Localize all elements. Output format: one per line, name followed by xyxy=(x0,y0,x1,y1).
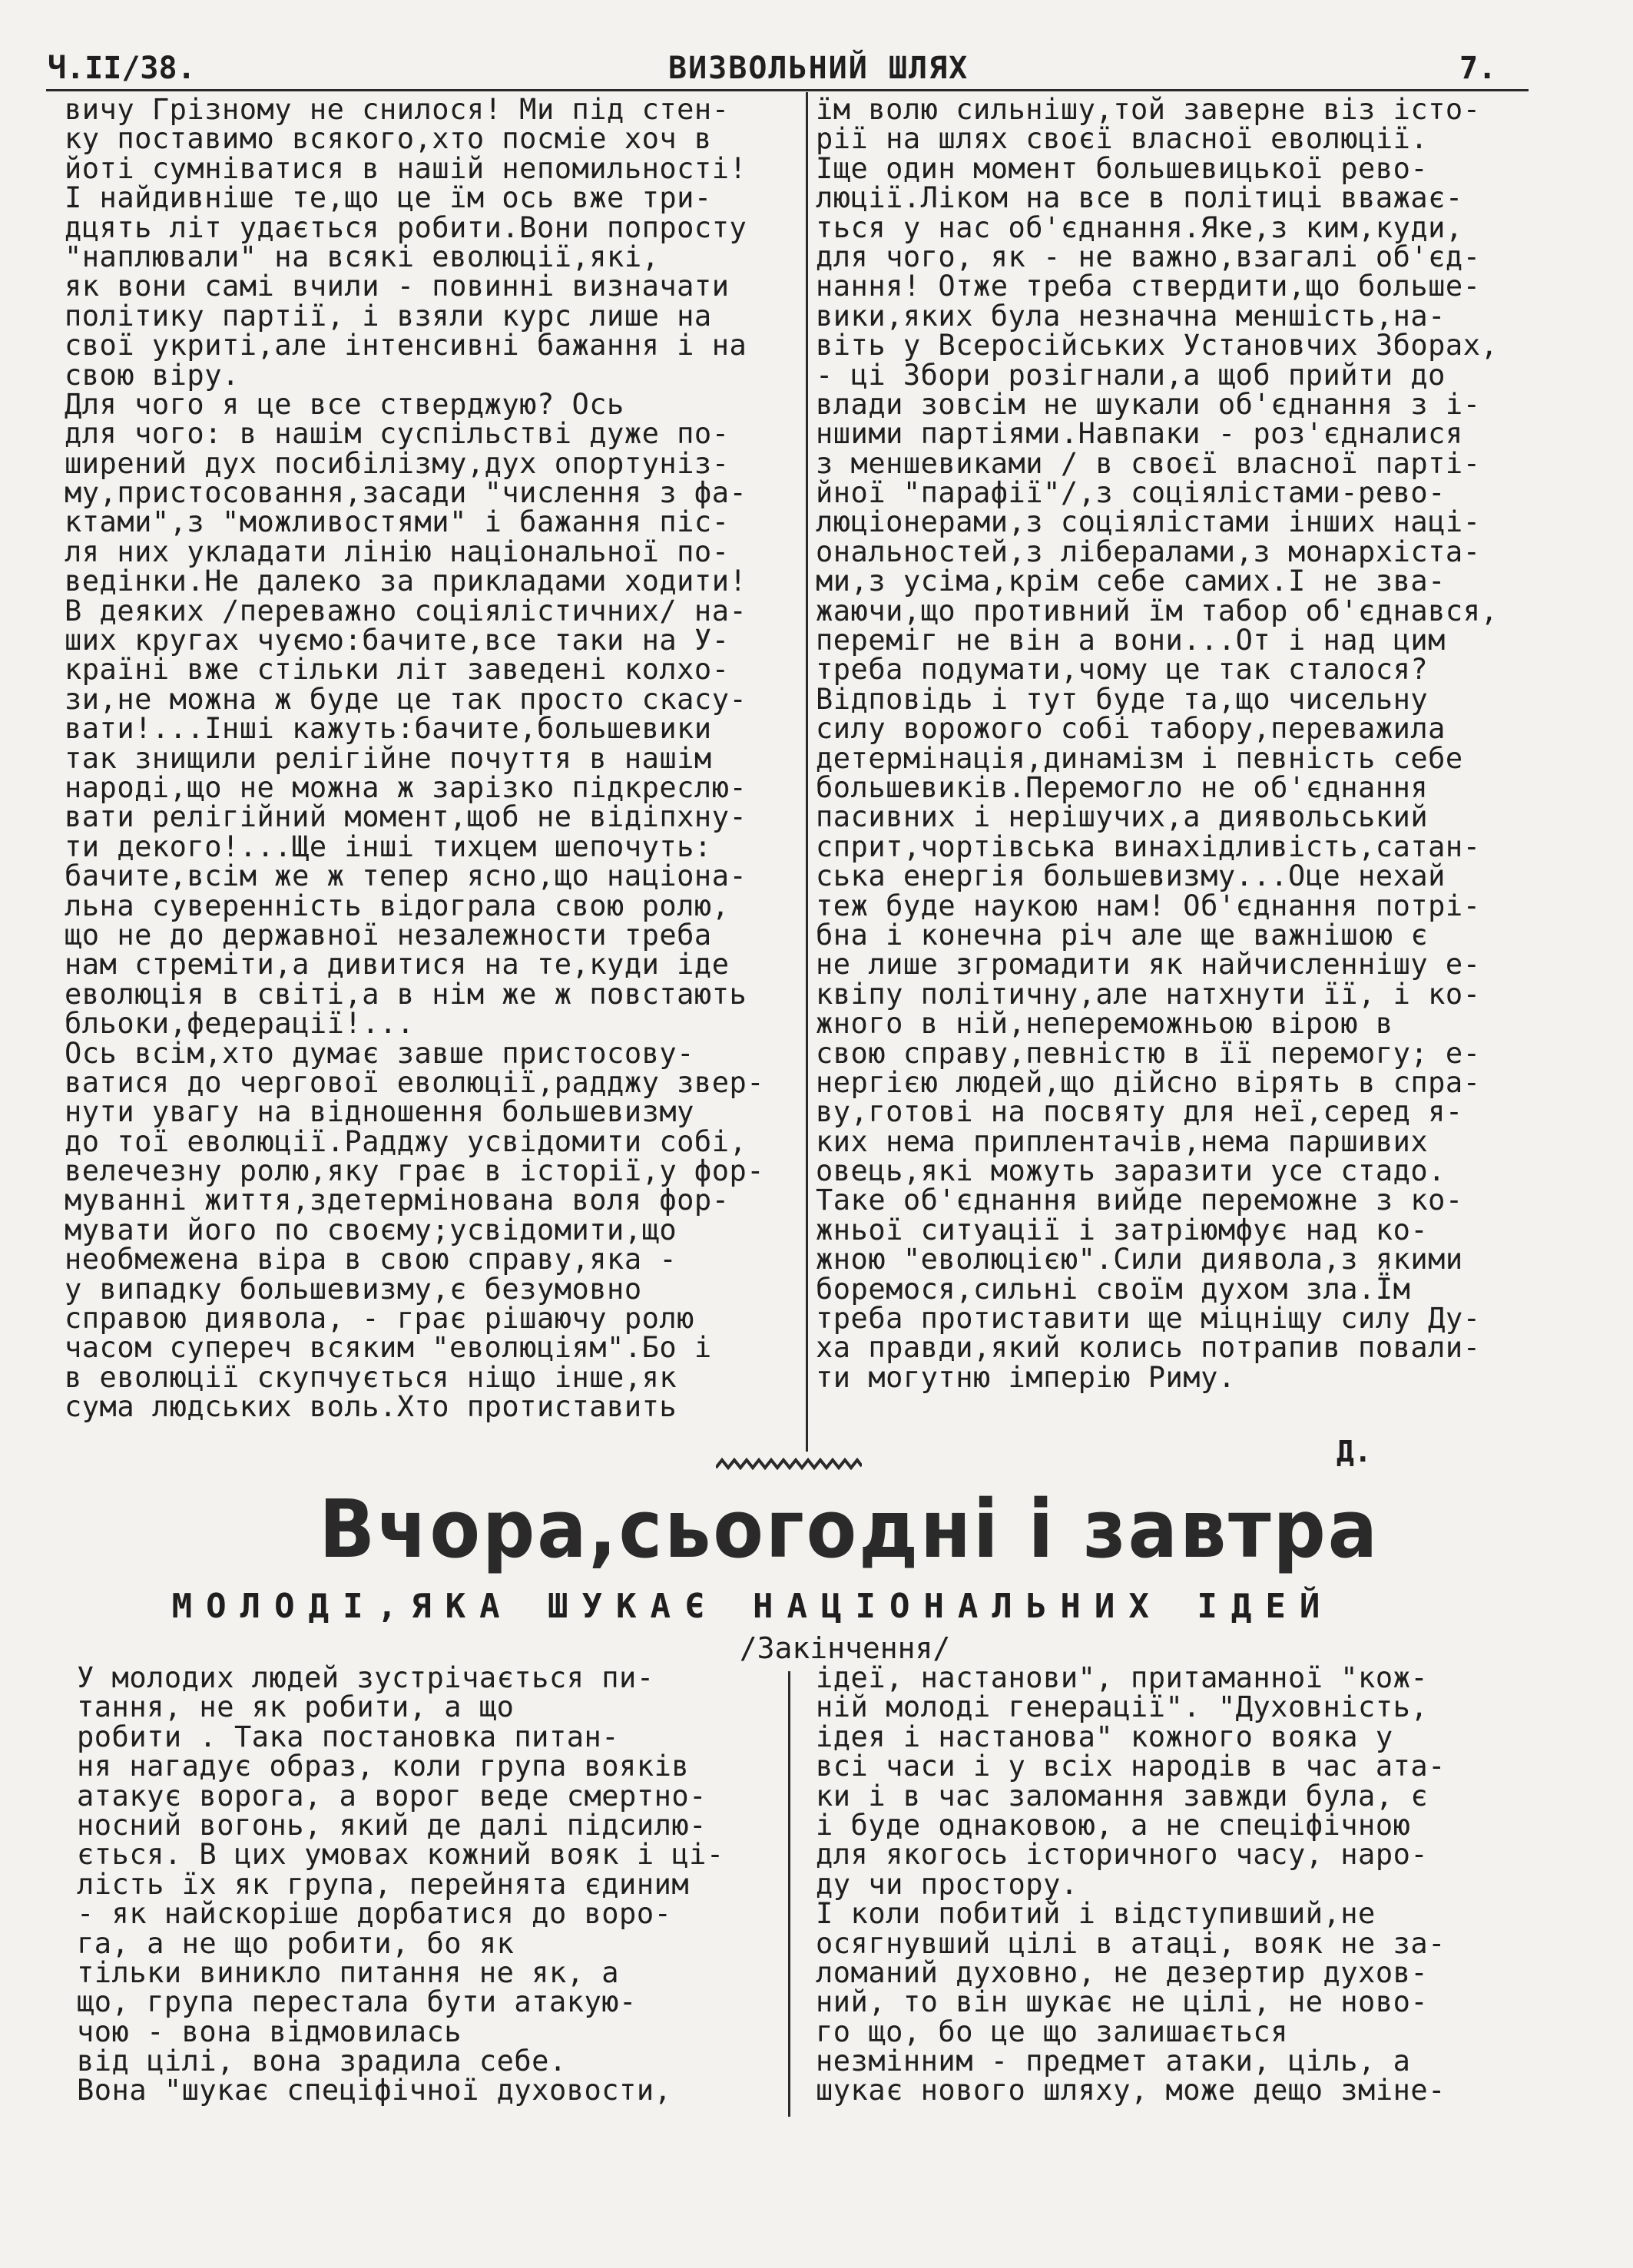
text-line: ких нема приплентачів,нема паршивих xyxy=(816,1124,1429,1158)
text-line: Таке об'єднання вийде переможне з ко- xyxy=(816,1184,1463,1217)
text-line: тільки виникло питання не як, а xyxy=(77,1955,620,1989)
text-line: ву,готові на посвяту для неї,серед я- xyxy=(816,1095,1463,1129)
text-line: атакує ворога, а ворог веде смертно- xyxy=(77,1779,707,1813)
text-line: ку поставимо всякого,хто посміе хоч в xyxy=(65,122,712,156)
text-line: нання! Отже треба ствердити,що больше- xyxy=(816,270,1481,303)
text-line: від цілі, вона зрадила себе. xyxy=(77,2045,567,2078)
top-column-divider xyxy=(806,92,808,1452)
text-line: - ці Збори розігнали,а щоб прийти до xyxy=(816,358,1446,392)
text-line: мувати його по своєму;усвідомити,що xyxy=(65,1213,677,1247)
text-line: ншими партіями.Навпаки - роз'єдналися xyxy=(816,417,1463,451)
text-line: зи,не можна ж буде це так просто скасу- xyxy=(65,682,747,716)
text-line: всі часи і у всіх народів в час ата- xyxy=(816,1750,1446,1783)
text-line: носний вогонь, який де далі підсилю- xyxy=(77,1808,707,1842)
text-line: Для чого я це все стверджую? Ось xyxy=(65,387,624,421)
bottom-column-divider xyxy=(788,1671,790,2117)
text-line: "наплювали" на всякі еволюції,які, xyxy=(65,240,660,273)
text-line: треба протиставити ще міцніщу силу Ду- xyxy=(816,1302,1481,1336)
text-line: для чого: в нашім суспільстві дуже по- xyxy=(65,417,730,451)
text-line: сума людських воль.Хто протиставить xyxy=(65,1390,677,1424)
text-line: овець,які можуть заразити усе стадо. xyxy=(816,1154,1446,1188)
text-line: ми,з усіма,крім себе самих.І не зва- xyxy=(816,565,1446,598)
text-line: бльоки,федерації!... xyxy=(65,1007,415,1041)
bottom-left-column xyxy=(77,1661,783,2107)
text-line: свою справу,певністю в її перемогу; е- xyxy=(816,1036,1481,1070)
text-line: часом супереч всяким "еволюціям".Бо і xyxy=(65,1331,712,1365)
text-line: що не до державної незалежности треба xyxy=(65,918,712,952)
text-line: У молодих людей зустрічається пи- xyxy=(77,1661,654,1694)
text-line: і буде однаковою, а не спеціфічною xyxy=(816,1808,1411,1842)
text-line: детермінація,динамізм і певність себе xyxy=(816,741,1463,775)
text-line: еволюція в світі,а в нім же ж повстають xyxy=(65,977,747,1011)
article-subtitle: МОЛОДІ,ЯКА ШУКАЄ НАЦІОНАЛЬНИХ ІДЕЙ xyxy=(171,1587,1334,1626)
text-line: рії на шлях своєї власної еволюції. xyxy=(816,122,1429,156)
text-line: їм волю сильнішу,той заверне віз істо- xyxy=(816,93,1481,126)
text-line: ки і в час заломання завжди була, є xyxy=(816,1779,1429,1813)
text-line: переміг не він а вони...От і над цим xyxy=(816,624,1446,657)
text-line: го що, бо це що залишається xyxy=(816,2015,1288,2048)
text-line: ідеї, настанови", притаманної "кож- xyxy=(816,1661,1429,1694)
text-line: ідея і настанова" кожного вояка у xyxy=(816,1720,1393,1753)
text-line: силу ворожого собі табору,переважила xyxy=(816,712,1446,746)
text-line: у випадку большевизму,є безумовно xyxy=(65,1272,642,1306)
text-line: му,пристосовання,засади "числення з фа- xyxy=(65,476,747,510)
ornament-divider xyxy=(716,1457,862,1471)
text-line: тання, не як робити, а що xyxy=(77,1690,515,1724)
text-line: ня нагадує образ, коли група вояків xyxy=(77,1750,690,1783)
text-line: вати!...Інші кажуть:бачите,большевики xyxy=(65,712,712,746)
text-line: теж буде наукою нам! Об'єднання потрі- xyxy=(816,889,1481,922)
text-line: необмежена віра в свою справу,яка - xyxy=(65,1243,677,1276)
text-line: шукає нового шляху, може дещо зміне- xyxy=(816,2074,1446,2107)
text-line: квіпу політичну,але натхнути її, і ко- xyxy=(816,977,1481,1011)
text-line: йної "парафії"/,з соціялістами-рево- xyxy=(816,476,1446,510)
text-line: боремося,сильні своїм духом зла.Їм xyxy=(816,1272,1411,1306)
text-line: люції.Ліком на все в політиці вважає- xyxy=(816,181,1463,215)
text-line: жньої ситуації і затріюмфує над ко- xyxy=(816,1213,1429,1247)
text-line: незмінним - предмет атаки, ціль, а xyxy=(816,2045,1411,2078)
text-line: ться у нас об'єднання.Яке,з ким,куди, xyxy=(816,210,1463,244)
text-line: ду чи простору. xyxy=(816,1867,1078,1901)
text-line: так знищили релігійне почуття в нашім xyxy=(65,741,712,775)
text-line: ведінки.Не далеко за прикладами ходити! xyxy=(65,565,747,598)
text-line: свої укриті,але інтенсивні бажання і на xyxy=(65,329,747,363)
text-line: Ось всім,хто думає завше пристосову- xyxy=(65,1036,694,1070)
article-title: Вчора,сьогодні і завтра xyxy=(319,1482,1380,1576)
text-line: робити . Така постановка питан- xyxy=(77,1720,620,1753)
text-line: муванні життя,здетермінована воля фор- xyxy=(65,1184,730,1217)
text-line: сприт,чортівська винахідливість,сатан- xyxy=(816,829,1481,863)
text-line: політику партії, і взяли курс лише на xyxy=(65,299,712,333)
text-line: ти декого!...Ще інші тихцем шепочуть: xyxy=(65,829,712,863)
page-number: 7. xyxy=(1459,51,1497,86)
header-rule xyxy=(46,89,1529,91)
text-line: нергією людей,що дійсно вірять в спра- xyxy=(816,1065,1481,1099)
text-line: влади зовсім не шукали об'єднання з і- xyxy=(816,387,1481,421)
text-line: свою віру. xyxy=(65,358,240,392)
text-line: вики,яких була незначна меншість,на- xyxy=(816,299,1446,333)
text-line: осягнувший цілі в атаці, вояк не за- xyxy=(816,1926,1446,1960)
text-line: - як найскоріше дорбатися до воро- xyxy=(77,1897,672,1931)
text-line: велечезну ролю,яку грає в історії,у фор- xyxy=(65,1154,765,1188)
text-line: країні вже стільки літ заведені колхо- xyxy=(65,653,730,687)
text-line: треба подумати,чому це так сталося? xyxy=(816,653,1429,687)
text-line: Відповідь і тут буде та,що чисельну xyxy=(816,682,1429,716)
text-line: ломаний духовно, не дезертир духов- xyxy=(816,1955,1429,1989)
text-line: справою диявола, - грає рішаючу ролю xyxy=(65,1302,694,1336)
text-line: віть у Всеросійських Установчих Зборах, xyxy=(816,329,1499,363)
text-line: що, група перестала бути атакую- xyxy=(77,1985,637,2019)
text-line: ональностей,з лібералами,з монархіста- xyxy=(816,535,1481,568)
issue-number: Ч.II/38. xyxy=(48,51,196,86)
text-line: большевиків.Перемогло не об'єднання xyxy=(816,770,1429,804)
text-line: ля них укладати лінію національної по- xyxy=(65,535,730,568)
text-line: не лише згромадити як найчисленнішу е- xyxy=(816,948,1481,982)
text-line: ти могутню імперію Риму. xyxy=(816,1360,1236,1394)
text-line: І коли побитий і відступивший,не xyxy=(816,1897,1376,1931)
text-line: ктами",з "можливостями" і бажання піс- xyxy=(65,505,730,539)
text-line: для чого, як - не важно,взагалі об'єд- xyxy=(816,240,1481,273)
text-line: ська енергія большевизму...Оце нехай xyxy=(816,859,1446,893)
text-line: з меншевиками / в своєї власної парті- xyxy=(816,446,1481,480)
text-line: га, а не що робити, бо як xyxy=(77,1926,515,1960)
text-line: лість їх як група, перейнята єдиним xyxy=(77,1867,690,1901)
article-note: /Закінчення/ xyxy=(739,1631,951,1665)
text-line: Іще один момент большевицької рево- xyxy=(816,151,1429,185)
text-line: ній молоді генерації". "Духовність, xyxy=(816,1690,1429,1724)
top-right-column xyxy=(816,95,1545,1392)
text-line: вати релігійний момент,щоб не відіпхну- xyxy=(65,800,747,834)
text-line: ших кругах чуємо:бачите,все таки на У- xyxy=(65,624,730,657)
journal-title: ВИЗВОЛЬНИЙ ШЛЯХ xyxy=(668,51,969,86)
text-line: народі,що не можна ж зарізко підкреслю- xyxy=(65,770,747,804)
text-line: як вони самі вчили - повинні визначати xyxy=(65,270,730,303)
text-line: льна суверенність відограла свою ролю, xyxy=(65,889,730,922)
text-line: В деяких /переважно соціялістичних/ на- xyxy=(65,594,747,627)
text-line: вичу Грізному не снилося! Ми під стен- xyxy=(65,93,730,126)
text-line: нути увагу на відношення большевизму xyxy=(65,1095,694,1129)
text-line: до тої еволюції.Радджу усвідомити собі, xyxy=(65,1124,747,1158)
text-line: жного в ній,непереможньою вірою в xyxy=(816,1007,1393,1041)
text-line: ширений дух посибілізму,дух опортуніз- xyxy=(65,446,730,480)
text-line: пасивних і нерішучих,а диявольський xyxy=(816,800,1429,834)
text-line: Вона "шукає спеціфічної духовости, xyxy=(77,2074,672,2107)
text-line: люціонерами,з соціялістами інших наці- xyxy=(816,505,1481,539)
author-signature: Д. xyxy=(1337,1435,1372,1468)
text-line: нам стреміти,а дивитися на те,куди іде xyxy=(65,948,730,982)
text-line: бачите,всім же ж тепер ясно,що націона- xyxy=(65,859,747,893)
text-line: ється. В цих умовах кожний вояк і ці- xyxy=(77,1838,724,1872)
text-line: ха правди,який колись потрапив повали- xyxy=(816,1331,1481,1365)
text-line: бна і конечна річ але ще важнішою є xyxy=(816,918,1429,952)
text-line: жною "еволюцією".Сили диявола,з якими xyxy=(816,1243,1463,1276)
text-line: для якогось історичного часу, наро- xyxy=(816,1838,1429,1872)
top-left-column xyxy=(65,95,802,1422)
bottom-right-column xyxy=(816,1661,1538,2107)
text-line: йоті сумніватися в нашій непомильності! xyxy=(65,151,747,185)
text-line: в еволюції скупчується ніщо інше,як xyxy=(65,1360,677,1394)
text-line: жаючи,що противний їм табор об'єднався, xyxy=(816,594,1499,627)
text-line: ний, то він шукає не цілі, не ново- xyxy=(816,1985,1429,2019)
text-line: ватися до чергової еволюції,радджу звер- xyxy=(65,1065,765,1099)
text-line: чою - вона відмовилась xyxy=(77,2015,462,2048)
text-line: І найдивніше те,що це їм ось вже три- xyxy=(65,181,712,215)
text-line: дцять літ удається робити.Вони попросту xyxy=(65,210,747,244)
